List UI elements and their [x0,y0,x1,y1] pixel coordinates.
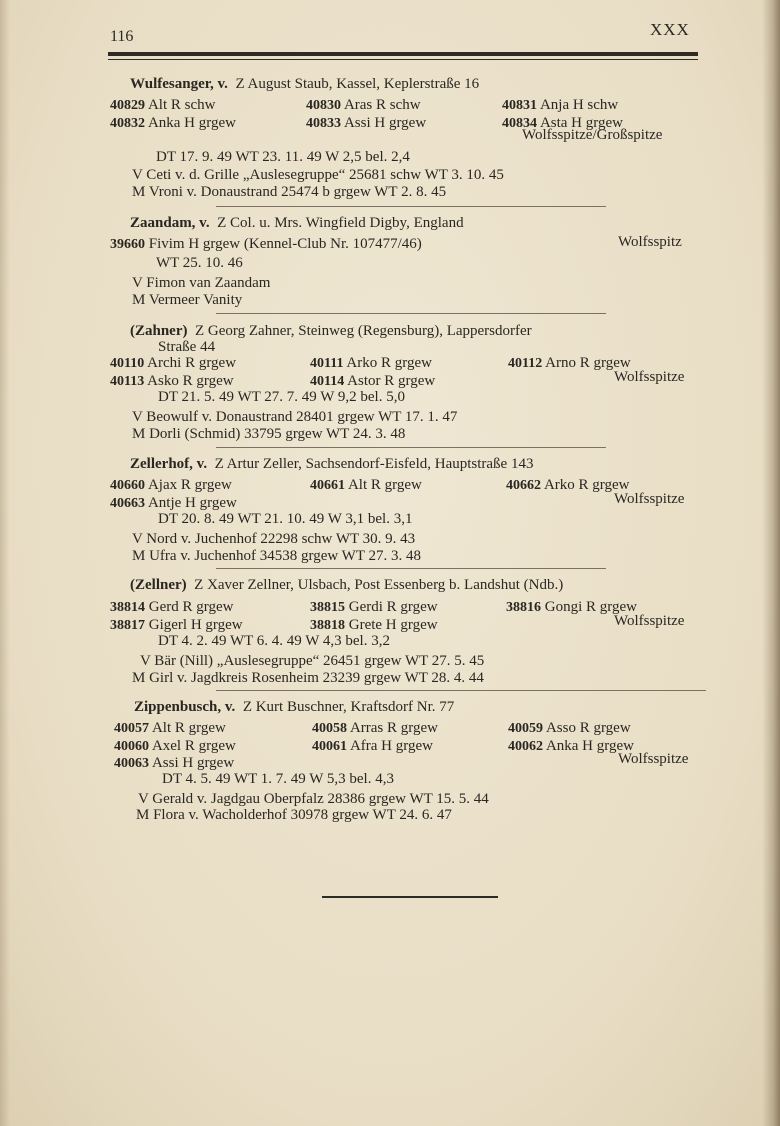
entry-header [134,698,454,716]
litter-row [310,354,432,373]
reg-number: 40662 [506,478,541,493]
litter-dates: DT 4. 5. 49 WT 1. 7. 49 W 5,3 bel. 4,3 [162,771,394,787]
litter-row [508,719,631,738]
breeder: Z Col. u. Mrs. Wingfield Digby, England [217,215,464,231]
dam-line: M Vermeer Vanity [132,292,243,308]
reg-number: 40059 [508,721,543,736]
litter-row [506,476,629,495]
dam-line: M Dorli (Schmid) 33795 grgew WT 24. 3. 48 [132,426,406,442]
sire-line: V Nord v. Juchenhof 22298 schw WT 30. 9. 43 [132,531,416,547]
litter-row [310,476,422,495]
litter-row [310,598,438,617]
dog: Anka H grgew [147,115,236,131]
reg-number: 40660 [110,478,145,493]
breed-label: Wolfsspitze [614,613,685,629]
litter-row [110,476,232,495]
reg-number: 40834 [502,116,537,131]
reg-number: 40833 [306,116,341,131]
breeder: Z Georg Zahner, Steinweg (Regensburg), Lappersdorfer [195,323,532,339]
dog: Alt R grgew [151,720,226,736]
reg-number: 40060 [114,739,149,754]
litter-dates: WT 25. 10. 46 [156,255,243,271]
litter-dates: DT 4. 2. 49 WT 6. 4. 49 W 4,3 bel. 3,2 [158,633,390,649]
sire-line: V Ceti v. d. Grille „Auslesegruppe“ 25681 schw WT 3. 10. 45 [132,167,504,183]
dog: Gerd R grgew [148,599,234,615]
dog: Arno R grgew [545,355,631,371]
dog: Archi R grgew [147,355,237,371]
reg-number: 40112 [508,356,543,371]
reg-number: 40114 [310,374,345,389]
reg-number: 38816 [506,600,541,615]
reg-number: 38814 [110,600,145,615]
sire-line: V Fimon van Zaandam [132,275,271,291]
litter-row [508,737,634,756]
end-rule [322,896,498,898]
litter-row [306,96,421,115]
breed-label: Wolfsspitz [618,234,682,250]
entry-separator [216,447,606,448]
breed-label: Wolfsspitze [614,491,685,507]
dog: Aras R schw [343,97,421,113]
dog: Afra H grgew [349,738,433,754]
reg-number: 40830 [306,98,341,113]
litter-dates: DT 21. 5. 49 WT 27. 7. 49 W 9,2 bel. 5,0 [158,389,405,405]
header-code: XXX [650,20,690,39]
reg-number: 40113 [110,374,145,389]
page-left-edge [0,0,10,1126]
dog: Astor R grgew [347,373,436,389]
dog: Asko R grgew [147,373,234,389]
reg-number: 40062 [508,739,543,754]
litter-row [312,737,433,756]
dog: Alt R schw [147,97,216,113]
litter-row [110,354,236,373]
entry-separator [216,568,606,569]
breeder-continued: Straße 44 [158,339,216,355]
reg-number: 39660 [110,237,145,252]
litter-dates: DT 20. 8. 49 WT 21. 10. 49 W 3,1 bel. 3,1 [158,511,413,527]
entry-separator [216,206,606,207]
kennel-name: Wulfesanger, v. [130,76,228,92]
breeder: Z August Staub, Kassel, Keplerstraße 16 [235,76,480,92]
kennel-name: Zellerhof, v. [130,456,208,472]
reg-number: 40061 [312,739,347,754]
dog: Fivim H grgew (Kennel-Club Nr. 107477/46) [148,236,422,252]
litter-row [508,354,631,373]
dog: Alt R grgew [347,477,422,493]
header-rule-thick [108,52,698,56]
breeder: Z Artur Zeller, Sachsendorf-Eisfeld, Hauptstraße 143 [214,456,534,472]
reg-number: 40057 [114,721,149,736]
dog: Asso R grgew [545,720,631,736]
dam-line: M Girl v. Jagdkreis Rosenheim 23239 grgew WT 28. 4. 44 [132,670,484,686]
breed-label: Wolfsspitze/Großspitze [522,127,663,143]
entry-header [130,75,479,93]
reg-number: 40829 [110,98,145,113]
dog: Arko R grgew [543,477,630,493]
dog: Antje H grgew [147,495,237,511]
kennel-name: (Zahner) [130,323,188,339]
dog: Grete H grgew [348,617,438,633]
dam-line: M Ufra v. Juchenhof 34538 grgew WT 27. 3. 48 [132,548,421,564]
reg-number: 38818 [310,618,345,633]
litter-row [114,719,226,738]
reg-number: 40110 [110,356,145,371]
page-spine-shadow [762,0,780,1126]
page-number: 116 [110,28,134,45]
reg-number: 38815 [310,600,345,615]
sire-line: V Gerald v. Jagdgau Oberpfalz 28386 grgew WT 15. 5. 44 [138,791,489,807]
litter-row [312,719,438,738]
dog: Axel R grgew [151,738,236,754]
sire-line: V Beowulf v. Donaustrand 28401 grgew WT 17. 1. 47 [132,409,458,425]
reg-number: 40663 [110,496,145,511]
entry-header [130,455,533,473]
breeder: Z Kurt Buschner, Kraftsdorf Nr. 77 [242,699,455,715]
dog: Anja H schw [539,97,619,113]
breed-label: Wolfsspitze [618,751,689,767]
dog: Gigerl H grgew [148,617,243,633]
dog: Anka H grgew [545,738,634,754]
reg-number: 38817 [110,618,145,633]
dog: Gongi R grgew [544,599,637,615]
reg-number: 40111 [310,356,344,371]
litter-row [110,96,215,115]
breed-label: Wolfsspitze [614,369,685,385]
entry-separator [216,690,706,691]
header-rule-thin [108,59,698,60]
litter-row [306,114,426,133]
dog: Arras R grgew [349,720,438,736]
litter-row [110,114,236,133]
reg-number: 40661 [310,478,345,493]
entry-separator [216,313,606,314]
dog: Assi H grgew [151,755,235,771]
litter-row [502,96,618,115]
dog: Gerdi R grgew [348,599,438,615]
litter-dates: DT 17. 9. 49 WT 23. 11. 49 W 2,5 bel. 2,4 [156,149,410,165]
kennel-name: (Zellner) [130,577,187,593]
entry-header [130,214,464,232]
kennel-name: Zaandam, v. [130,215,210,231]
dam-line: M Vroni v. Donaustrand 25474 b grgew WT 2. 8. 45 [132,184,447,200]
dog: Ajax R grgew [147,477,232,493]
entry-header [130,576,563,594]
litter-row [110,598,233,617]
sire-line: V Bär (Nill) „Auslesegruppe“ 26451 grgew WT 27. 5. 45 [140,653,485,669]
litter-row [110,235,422,254]
reg-number: 40058 [312,721,347,736]
reg-number: 40063 [114,756,149,771]
dog: Asta H grgew [539,115,623,131]
kennel-name: Zippenbusch, v. [134,699,236,715]
dog: Assi H grgew [343,115,427,131]
reg-number: 40832 [110,116,145,131]
dog: Arko R grgew [346,355,432,371]
dam-line: M Flora v. Wacholderhof 30978 grgew WT 24. 6. 47 [136,807,452,823]
reg-number: 40831 [502,98,537,113]
breeder: Z Xaver Zellner, Ulsbach, Post Essenberg b. Landshut (Ndb.) [194,577,564,593]
